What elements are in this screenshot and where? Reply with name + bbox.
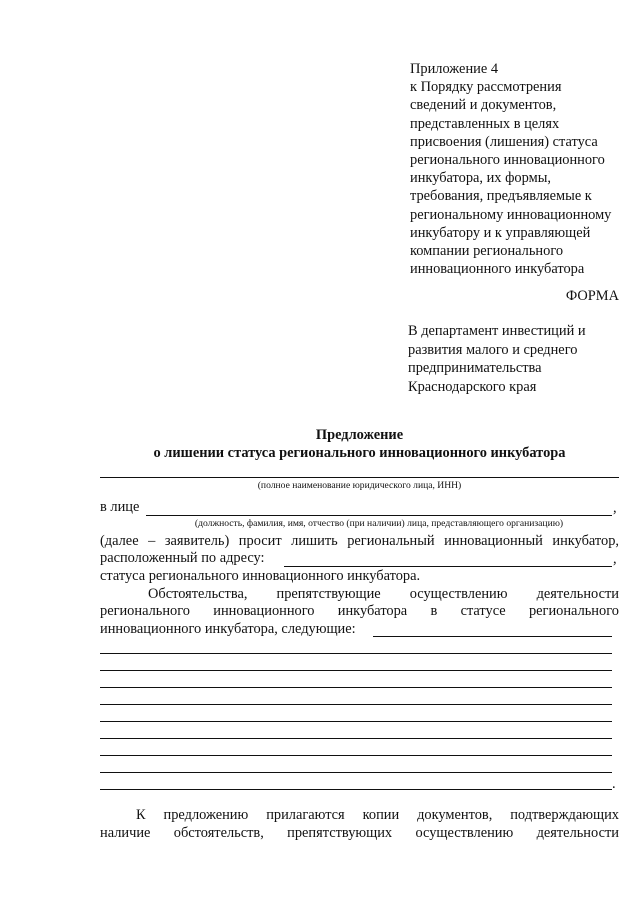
appendix-line-0: Приложение 4 bbox=[410, 61, 499, 77]
att2-word-3: осуществлению bbox=[415, 825, 514, 841]
circ2-word-0: регионального bbox=[100, 603, 190, 619]
attachments-line-2 bbox=[100, 825, 619, 842]
applicant-line bbox=[100, 533, 619, 550]
appendix-note bbox=[410, 60, 630, 278]
att1-word-4: документов, bbox=[417, 807, 493, 823]
appendix-line-8: региональному инновационному bbox=[410, 206, 612, 223]
in-person-label: в лице bbox=[100, 499, 140, 515]
appendix-line-1: к Порядку рассмотрения bbox=[410, 79, 562, 96]
circumstances-field-4[interactable] bbox=[100, 704, 612, 705]
att2-word-4: деятельности bbox=[536, 825, 619, 841]
address-field[interactable] bbox=[284, 566, 612, 567]
applicant-word-6: инновационный bbox=[444, 533, 543, 549]
document-subtitle: о лишении статуса регионального инновационного инкубатора bbox=[153, 445, 566, 461]
comma-mark-2: , bbox=[613, 551, 617, 567]
representative-hint: (должность, фамилия, имя, отчество (при наличии) лица, представляющего организацию) bbox=[194, 518, 564, 529]
appendix-line-9: инкубатору и к управляющей bbox=[410, 224, 591, 241]
circ2-word-4: статусе bbox=[460, 603, 506, 619]
appendix-line-3: представленных в целях bbox=[410, 115, 560, 132]
appendix-line-4: присвоения (лишения) статуса bbox=[410, 133, 598, 150]
att2-word-2: препятствующих bbox=[287, 825, 393, 841]
circumstances-field-6[interactable] bbox=[100, 738, 612, 739]
circumstances-field-0[interactable] bbox=[373, 636, 612, 637]
addressee-line-0: В департамент инвестиций и bbox=[408, 323, 586, 339]
entity-name-hint: (полное наименование юридического лица, ИНН) bbox=[257, 480, 462, 491]
circumstances-field-3[interactable] bbox=[100, 687, 612, 688]
applicant-word-0: (далее bbox=[100, 533, 139, 549]
addressee-line-3: Краснодарского края bbox=[408, 378, 537, 395]
appendix-line-10: компании регионального bbox=[410, 243, 564, 260]
located-label: расположенный по адресу: bbox=[100, 550, 265, 566]
appendix-line-2: сведений и документов, bbox=[410, 97, 557, 114]
status-line: статуса регионального инновационного инкубатора. bbox=[100, 568, 421, 584]
applicant-word-5: региональный bbox=[347, 533, 435, 549]
applicant-word-4: лишить bbox=[291, 533, 338, 549]
applicant-word-3: просит bbox=[238, 533, 282, 549]
att1-word-1: предложению bbox=[163, 807, 249, 823]
circ1-word-2: осуществлению bbox=[409, 586, 508, 602]
entity-name-field[interactable] bbox=[100, 477, 619, 478]
att2-word-1: обстоятельств, bbox=[173, 825, 264, 841]
circ1-word-0: Обстоятельства, bbox=[148, 586, 248, 602]
att1-word-5: подтверждающих bbox=[510, 807, 619, 823]
circumstances-field-5[interactable] bbox=[100, 721, 612, 722]
circumstances-field-2[interactable] bbox=[100, 670, 612, 671]
addressee-block bbox=[408, 322, 633, 396]
circ2-word-1: инновационного bbox=[213, 603, 315, 619]
att2-word-0: наличие bbox=[100, 825, 151, 841]
appendix-line-6: инкубатора, их формы, bbox=[410, 170, 551, 187]
addressee-line-1: развития малого и среднего bbox=[408, 341, 578, 358]
applicant-word-1: – bbox=[148, 533, 156, 549]
document-title: Предложение bbox=[315, 427, 404, 443]
circumstances-line-3: инновационного инкубатора, следующие: bbox=[100, 621, 356, 637]
circ1-word-1: препятствующие bbox=[276, 586, 381, 602]
appendix-line-7: требования, предъявляемые к bbox=[410, 188, 592, 205]
circumstances-field-9[interactable] bbox=[100, 789, 612, 790]
appendix-line-11: инновационного инкубатора bbox=[410, 261, 585, 278]
att1-word-3: копии bbox=[362, 807, 400, 823]
form-label: ФОРМА bbox=[565, 288, 619, 304]
att1-word-2: прилагаются bbox=[266, 807, 345, 823]
appendix-line-5: регионального инновационного bbox=[410, 152, 605, 169]
circumstances-line-1 bbox=[148, 586, 619, 603]
circ2-word-5: регионального bbox=[528, 603, 619, 619]
circ2-word-2: инкубатора bbox=[337, 603, 408, 619]
addressee-line-2: предпринимательства bbox=[408, 360, 542, 377]
period-mark: . bbox=[612, 776, 616, 792]
applicant-word-2: заявитель) bbox=[164, 533, 230, 549]
circ1-word-3: деятельности bbox=[536, 586, 619, 602]
att1-word-0: К bbox=[136, 807, 146, 823]
circumstances-field-8[interactable] bbox=[100, 772, 612, 773]
circumstances-field-7[interactable] bbox=[100, 755, 612, 756]
circumstances-field-1[interactable] bbox=[100, 653, 612, 654]
circumstances-line-2 bbox=[100, 603, 619, 620]
applicant-word-7: инкубатор, bbox=[552, 533, 619, 549]
circ2-word-3: в bbox=[430, 603, 438, 619]
attachments-line-1 bbox=[136, 807, 619, 824]
comma-mark: , bbox=[613, 500, 617, 516]
representative-field[interactable] bbox=[146, 515, 612, 516]
